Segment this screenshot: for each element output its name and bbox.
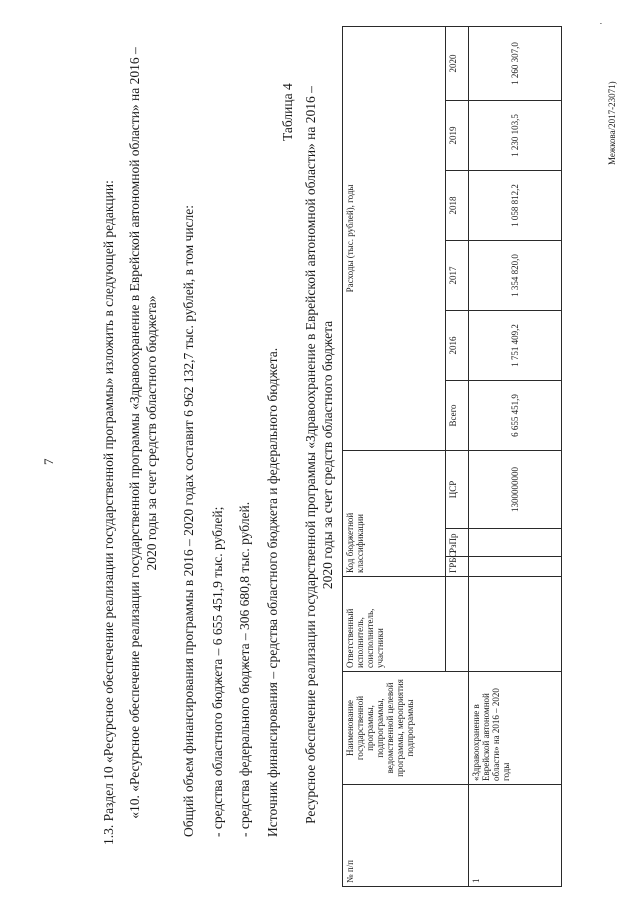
row-value-2020: 1 260 307,0 [469, 26, 562, 100]
row-value-2019: 1 230 103,5 [469, 100, 562, 170]
header-year-2016: 2016 [446, 310, 469, 380]
header-year-2020: 2020 [446, 26, 469, 100]
row-grbs [469, 557, 562, 577]
header-number: № п/п [343, 785, 469, 887]
section-heading: 1.3. Раздел 10 «Ресурсное обеспечение реализации государственной программы» изложить в следующей редакции: [101, 180, 116, 845]
row-total: 6 655 451,9 [469, 380, 562, 450]
header-expenses: Расходы (тыс. рублей), годы [343, 26, 446, 450]
row-program-name: «Здравоохранение в Еврейской автономной области» на 2016 – 2020 годы [469, 672, 562, 785]
funding-table [342, 26, 562, 887]
header-year-2019: 2019 [446, 100, 469, 170]
regional-budget-funding: - средства областного бюджета – 6 655 451,9 тыс. рублей; [210, 506, 225, 837]
header-program-name: Наименование государственной программы, подпрограммы, ведомственной целевой программы, мероприятия подпрограммы [343, 672, 469, 785]
row-value-2016: 1 751 409,2 [469, 310, 562, 380]
total-funding-text: Общий объем финансирования программы в 2016 – 2020 годах составит 6 962 132,7 тыс. рублей, в том числе: [181, 204, 196, 837]
header-rzpr: РзПр [446, 529, 469, 557]
row-value-2017: 1 354 820,0 [469, 240, 562, 310]
edge-mark: · [596, 22, 606, 25]
row-csr: 1300000000 [469, 450, 562, 528]
header-budget-code: Код бюджетной классификации [343, 450, 446, 576]
header-executor: Ответственный исполнитель, соисполнитель, участники [343, 577, 446, 672]
quoted-section-title: «10. «Ресурсное обеспечение реализации государственной программы «Здравоохранение в Еврейской автономной области» на 2016 – 2020 годы за счет средств областного бюджета» [127, 47, 159, 819]
row-value-2018: 1 058 812,2 [469, 170, 562, 240]
header-year-2017: 2017 [446, 240, 469, 310]
header-year-2018: 2018 [446, 170, 469, 240]
table-row [469, 26, 562, 886]
header-executor-blank [446, 577, 469, 672]
row-rzpr [469, 529, 562, 557]
table-label: Таблица 4 [280, 83, 295, 141]
row-number: 1 [469, 785, 562, 887]
header-csr: ЦСР [446, 450, 469, 528]
header-grbs: ГРБС [446, 557, 469, 577]
federal-budget-funding: - средства федерального бюджета – 306 680,8 тыс. рублей. [237, 501, 252, 837]
page-number: 7 [41, 458, 56, 465]
row-executor [469, 577, 562, 672]
document-code: Межкова/2017-23071) [607, 81, 617, 165]
table-title: Ресурсное обеспечение реализации государственной программы «Здравоохранение в Еврейской автономной области» на 2016 – 2020 годы за счет средств областного бюджета [303, 86, 335, 824]
funding-source-text: Источник финансирования – средства областного бюджета и федерального бюджета. [265, 347, 280, 837]
header-total: Всего [446, 380, 469, 450]
